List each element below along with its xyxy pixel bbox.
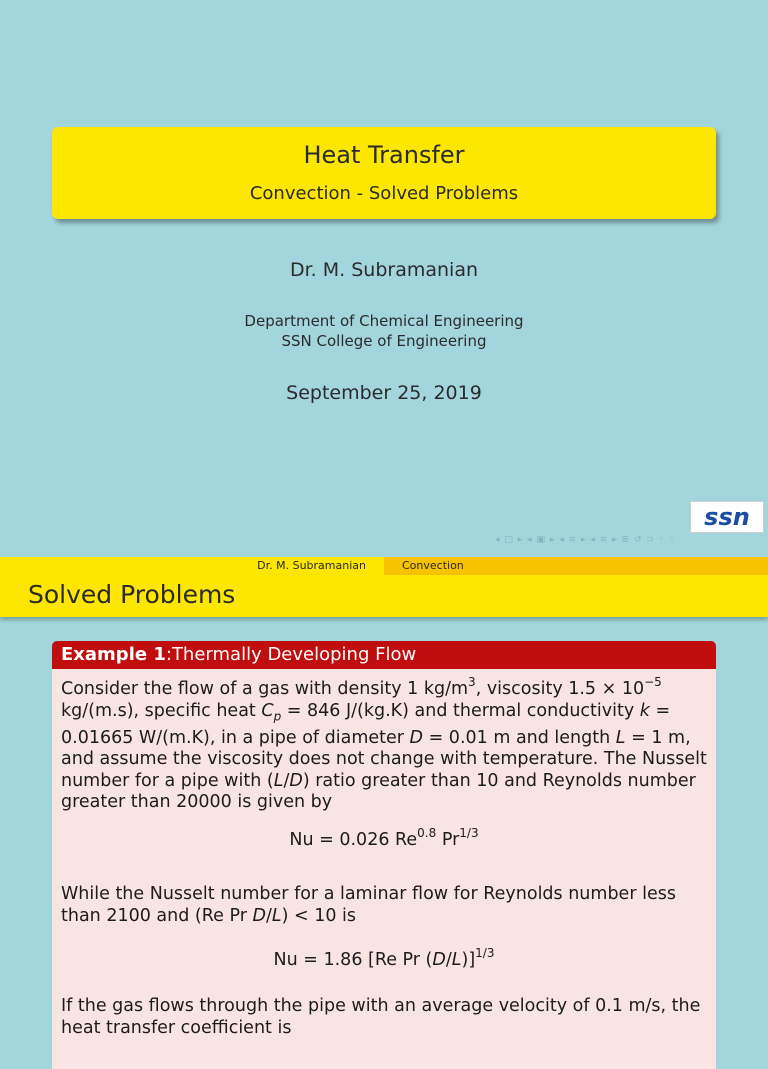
institute-department: Department of Chemical Engineering xyxy=(244,312,524,330)
frame-title: Solved Problems xyxy=(28,580,236,609)
turbulent-nusselt-equation xyxy=(52,826,716,852)
superscript: −5 xyxy=(644,675,662,689)
example-block-header xyxy=(52,641,716,669)
math-variable: L xyxy=(273,770,284,791)
text: Pr xyxy=(436,830,460,850)
text: , viscosity 1.5 × 10 xyxy=(475,679,645,699)
solved-problems-slide xyxy=(0,575,768,1038)
ssn-logo xyxy=(690,501,764,533)
footer-bar xyxy=(0,557,768,575)
author-name: Dr. M. Subramanian xyxy=(289,259,479,281)
example-block-body xyxy=(52,669,716,1069)
superscript: 3 xyxy=(468,675,476,689)
math-variable: L xyxy=(615,727,626,748)
laminar-nusselt-equation xyxy=(52,946,716,972)
frame-title-bar xyxy=(0,575,768,617)
text: )] xyxy=(461,950,476,970)
text: Nu = 0.026 Re xyxy=(289,830,418,850)
footer-author-cell xyxy=(0,557,384,575)
footer-short-title: Convection xyxy=(402,559,464,572)
text: ) < 10 is xyxy=(281,905,357,926)
math-variable: L xyxy=(271,905,282,926)
subscript: p xyxy=(273,709,282,723)
text: While the Nusselt number for a laminar flow for Reynolds number less than 2100 and (Re Pr xyxy=(61,884,676,926)
example-title xyxy=(61,644,416,665)
beamer-navigation-symbols[interactable]: ◂ □ ▸ ◂ ▣ ▸ ◂ ≡ ▸ ◂ ≡ ▸ ≣ ↺ ⊃ ◦ ◦ xyxy=(495,535,676,545)
math-variable: L xyxy=(451,950,462,970)
presentation-subtitle: Convection - Solved Problems xyxy=(249,183,519,204)
laminar-condition-text xyxy=(61,884,711,927)
text: = 846 J/(kg.K) and thermal conductivity xyxy=(281,700,640,721)
presentation-title: Heat Transfer xyxy=(303,141,465,169)
footer-author: Dr. M. Subramanian xyxy=(257,559,366,572)
math-variable: D xyxy=(289,770,303,791)
text: ) ratio greater than 10 and Reynolds number greater than 20000 is given by xyxy=(61,770,696,812)
math-variable: D xyxy=(409,727,424,748)
text: / xyxy=(283,770,290,791)
superscript: 1/3 xyxy=(475,946,495,960)
problem-statement xyxy=(61,675,711,814)
ssn-logo-icon xyxy=(691,502,763,532)
text: Consider the flow of a gas with density 1 kg/m xyxy=(61,679,469,699)
math-variable: k xyxy=(639,700,650,721)
text: If the gas flows through the pipe with an average velocity of 0.1 m/s, the heat transfer coefficient is xyxy=(61,996,701,1038)
title-box xyxy=(52,127,716,219)
institute-college: SSN College of Engineering xyxy=(281,332,487,350)
superscript: 1/3 xyxy=(459,826,479,840)
superscript: 0.8 xyxy=(417,826,437,840)
text: Nu = 1.86 [Re Pr ( xyxy=(273,950,433,970)
text: = 1 m, and assume the viscosity does not change with temperature. The Nusselt number for a pipe with ( xyxy=(61,727,707,791)
math-variable: D xyxy=(432,950,446,970)
logo-text: ssn xyxy=(704,503,750,531)
footer-title-cell xyxy=(384,557,768,575)
text: = 0.01 m and length xyxy=(423,727,616,748)
example-topic: :Thermally Developing Flow xyxy=(165,644,417,665)
math-variable: D xyxy=(252,905,266,926)
math-variable: C xyxy=(261,700,274,721)
text: / xyxy=(265,905,272,926)
text: / xyxy=(445,950,452,970)
example-label: Example 1 xyxy=(61,644,166,665)
question-text xyxy=(61,996,711,1039)
presentation-date: September 25, 2019 xyxy=(286,382,482,404)
text: = 0.01665 W/(m.K), in a pipe of diameter xyxy=(61,700,671,748)
text: kg/(m.s), specific heat xyxy=(61,700,262,721)
